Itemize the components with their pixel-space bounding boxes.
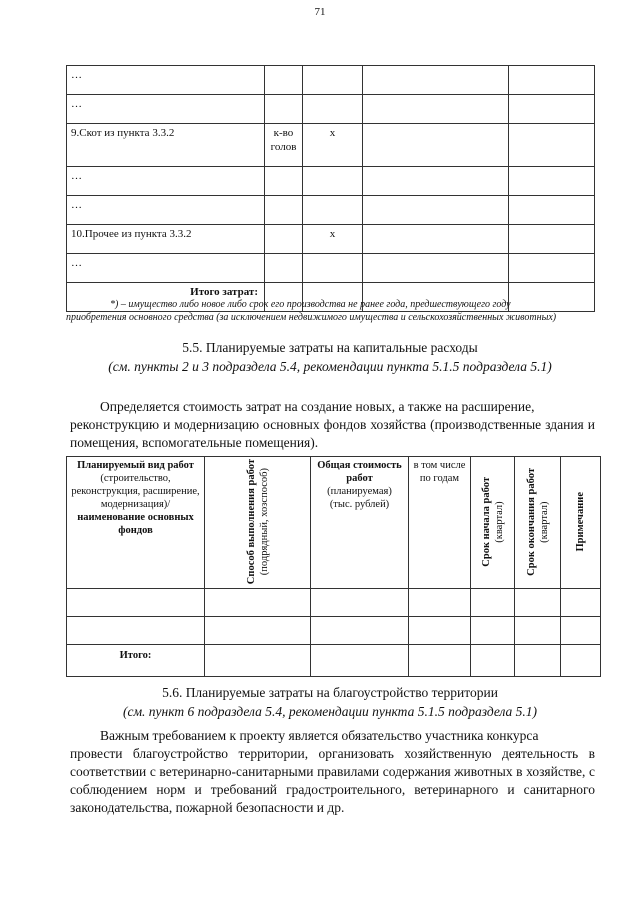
table-header-row [67,457,601,589]
header-end-date: Срок окончания работ (квартал) [515,457,561,589]
table-row [67,66,595,95]
section-title: 5.6. Планируемые затраты на благоустройство территории [162,685,498,700]
capital-costs-table [66,456,601,677]
section-5-6-paragraph [70,727,595,817]
section-5-6-heading [60,683,600,721]
table-row [67,95,595,124]
section-subtitle: (см. пункт 6 подраздела 5.4, рекомендации пункта 5.1.5 подраздела 5.1) [122,704,538,719]
item-name: … [67,66,265,95]
costs-table-continued [66,65,595,312]
header-note: Примечание [561,457,601,589]
table-row [67,225,595,254]
table-row [67,617,601,645]
mark [303,66,363,95]
table-row [67,254,595,283]
mark [303,95,363,124]
mark [303,254,363,283]
section-title: 5.5. Планируемые затраты на капитальные расходы [182,340,478,355]
header-by-years: в том числе по годам [409,457,471,589]
table-row [67,196,595,225]
header-method: Способ выполнения работ (подрядный, хозспособ) [205,457,311,589]
section-5-5-paragraph [70,398,595,452]
paragraph-first-line: Определяется стоимость затрат на создание новых, а также на расширение, [100,399,535,414]
total-label: Итого: [67,645,205,677]
unit [265,254,303,283]
item-name: 9.Скот из пункта 3.3.2 [67,124,265,167]
unit [265,66,303,95]
footnote-line1: *) – имущество либо новое либо срок его производства не ранее года, предшествующего году [110,299,511,310]
footnote-line2: приобретения основного средства (за исключением недвижимого имущества и сельскохозяйственных животных) [66,312,557,323]
header-start-date: Срок начала работ (квартал) [471,457,515,589]
unit [265,196,303,225]
item-name: … [67,254,265,283]
footnote [66,298,596,324]
mark: х [303,124,363,167]
mark [303,196,363,225]
header-total-cost: Общая стоимость работ (планируемая) (тыс. рублей) [311,457,409,589]
paragraph-text: реконструкцию и модернизацию основных фондов хозяйства (производственные здания и помещения, вспомогательные помещения). [70,417,595,450]
total-label: Итого затрат: [67,283,265,312]
mark [303,167,363,196]
table-row [67,167,595,196]
header-work-type: Планируемый вид работ (строительство, реконструкция, расширение, модернизация)/ наименование основных фондов [67,457,205,589]
unit [265,225,303,254]
mark: х [303,225,363,254]
section-subtitle: (см. пункты 2 и 3 подраздела 5.4, рекомендации пункта 5.1.5 подраздела 5.1) [108,359,552,374]
table-row [67,589,601,617]
item-name: … [67,167,265,196]
unit [265,95,303,124]
item-name: 10.Прочее из пункта 3.3.2 [67,225,265,254]
table-total-row [67,645,601,677]
item-name: … [67,95,265,124]
paragraph-text: провести благоустройство территории, организовать хозяйственную деятельность в соответствии с ветеринарно-санитарными правилами содержания животных в хозяйстве, с соблюдением норм и требований градостроительного, ветеринарного и санитарного законодательства, пожарной безопасности и др. [70,746,595,815]
item-name: … [67,196,265,225]
page-number: 71 [314,6,326,18]
section-5-5-heading [60,338,600,376]
unit [265,167,303,196]
table-row [67,124,595,167]
paragraph-first-line: Важным требованием к проекту является обязательство участника конкурса [100,728,539,743]
unit: к-во голов [265,124,303,167]
